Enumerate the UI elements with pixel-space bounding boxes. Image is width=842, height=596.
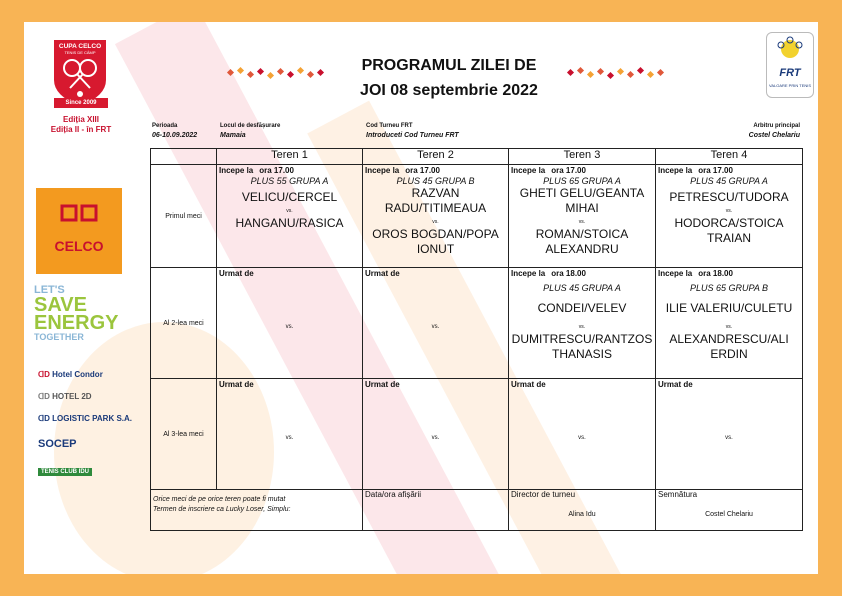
- footer-info: [151, 490, 363, 531]
- round-label: Al 3-lea meci: [151, 379, 217, 490]
- match-cell: [656, 379, 803, 490]
- player-2: ALEXANDRESCU/ALI ERDIN: [669, 332, 789, 361]
- cup-edition-2: Ediția II - în FRT: [50, 125, 112, 134]
- match-cell: [509, 379, 656, 490]
- frt-logo-sub: VALOARE PRIN TENIS: [768, 83, 812, 88]
- save-energy-1: LET'S: [34, 284, 65, 296]
- save-energy-3: ENERGY: [34, 312, 119, 334]
- program-sheet: [24, 22, 818, 574]
- vs-label: vs.: [578, 219, 586, 225]
- start-hour: ora 18.00: [698, 269, 733, 278]
- data-label: Data/ora afișării: [365, 490, 422, 499]
- locul-value: Mamaia: [220, 132, 246, 139]
- player-2: OROS BOGDAN/POPA IONUT: [372, 227, 499, 256]
- match-cell: [656, 165, 803, 268]
- round-label: Al 2-lea meci: [151, 268, 217, 379]
- perioada-label: Perioada: [152, 123, 178, 129]
- vs-label: vs.: [286, 208, 293, 214]
- save-energy-4: TOGETHER: [34, 332, 84, 342]
- player-1: ILIE VALERIU/CULETU: [665, 301, 793, 315]
- footer-row: [151, 490, 803, 531]
- vs-label: vs.: [431, 324, 440, 330]
- match-cell: [656, 268, 803, 379]
- start-label: Incepe la: [511, 269, 546, 278]
- footer-info-2: Termen de inscriere ca Lucky Loser, Simplu:: [153, 506, 291, 513]
- start-label: Incepe la: [511, 166, 546, 175]
- court-header: Teren 2: [363, 149, 509, 165]
- match-cell: [509, 268, 656, 379]
- court-header: Teren 4: [656, 149, 803, 165]
- start-hour: ora 17.00: [551, 166, 586, 175]
- vs-label: vs.: [725, 324, 733, 330]
- start-label: Incepe la: [658, 269, 693, 278]
- sponsor-tenis-club: TENIS CLUB IDU: [38, 468, 92, 476]
- sponsor-hotel-2d: [38, 392, 92, 401]
- vs-label: vs.: [431, 435, 440, 441]
- celco-mark-icon: [36, 188, 122, 238]
- celco-logo: [36, 188, 122, 274]
- dd-icon: ᗡD: [38, 392, 53, 401]
- data-cell: [363, 490, 509, 531]
- follow-label: Urmat de: [219, 269, 254, 278]
- round-row: [151, 379, 803, 490]
- schedule-table: [150, 148, 803, 531]
- start-label: Incepe la: [658, 166, 693, 175]
- cod-label: Cod Turneu FRT: [366, 123, 413, 129]
- match-cell: [363, 379, 509, 490]
- cup-edition-1: Ediția XIII: [62, 115, 99, 124]
- frt-logo: [766, 32, 814, 98]
- cup-logo-line1: CUPA CELCO: [58, 43, 102, 50]
- vs-label: vs.: [285, 324, 294, 330]
- dd-icon: ᗡD: [38, 370, 53, 379]
- vs-label: vs.: [578, 435, 586, 441]
- start-label: Incepe la: [365, 166, 400, 175]
- cod-value: Introduceti Cod Turneu FRT: [366, 132, 459, 139]
- start-label: Incepe la: [219, 166, 254, 175]
- player-1: VELICU/CERCEL: [241, 190, 338, 204]
- locul-label: Locul de desfășurare: [220, 123, 281, 129]
- match-cell: [217, 268, 363, 379]
- decorative-pattern-left: [224, 64, 334, 84]
- arbitru-value: Costel Chelariu: [748, 132, 800, 139]
- player-1: PETRESCU/TUDORA: [669, 190, 789, 204]
- player-2: DUMITRESCU/RANTZOS THANASIS: [511, 332, 653, 361]
- director-label: Director de turneu: [511, 490, 576, 499]
- cup-edition: [44, 115, 118, 135]
- start-hour: ora 17.00: [405, 166, 440, 175]
- follow-label: Urmat de: [511, 380, 546, 389]
- vs-label: vs.: [432, 219, 439, 225]
- page-title: [324, 53, 574, 103]
- semnatura-label: Semnătura: [658, 490, 698, 499]
- title-line-2: JOI 08 septembrie 2022: [360, 82, 538, 99]
- save-energy-2: SAVE: [34, 294, 87, 316]
- player-2: ROMAN/STOICA ALEXANDRU: [535, 227, 629, 256]
- vs-label: vs.: [725, 208, 733, 214]
- sponsor-logistic: [38, 414, 132, 423]
- vs-label: vs.: [285, 435, 294, 441]
- match-group: PLUS 45 GRUPA A: [543, 283, 621, 293]
- title-line-1: PROGRAMUL ZILEI DE: [361, 57, 537, 74]
- follow-label: Urmat de: [219, 380, 254, 389]
- semnatura-name: Costel Chelariu: [705, 511, 753, 518]
- header-row: [151, 149, 803, 165]
- player-2: HANGANU/RASICA: [235, 216, 344, 230]
- decorative-pattern-right: [564, 64, 674, 84]
- player-1: RAZVAN RADU/TITIMEAUA: [384, 186, 487, 215]
- sponsor-logistic-text: LOGISTIC PARK S.A.: [52, 414, 132, 423]
- start-hour: ora 18.00: [551, 269, 586, 278]
- match-group: PLUS 65 GRUPA A: [543, 176, 621, 186]
- player-1: CONDEI/VELEV: [537, 301, 627, 315]
- match-cell: [217, 165, 363, 268]
- player-1: GHETI GELU/GEANTA MIHAI: [519, 186, 645, 215]
- match-group: PLUS 45 GRUPA A: [690, 176, 768, 186]
- vs-label: vs.: [578, 324, 586, 330]
- sponsor-hotel-condor: [38, 370, 103, 379]
- follow-label: Urmat de: [658, 380, 693, 389]
- player-2: HODORCA/STOICA TRAIAN: [674, 216, 784, 245]
- cup-since-ribbon: Since 2009: [54, 98, 108, 108]
- round-label: Primul meci: [151, 165, 217, 268]
- sponsor-socep: SOCEP: [38, 438, 77, 450]
- match-cell: [363, 268, 509, 379]
- vs-label: vs.: [725, 435, 733, 441]
- sponsor-hotel-condor-text: Hotel Condor: [52, 370, 103, 379]
- follow-label: Urmat de: [365, 269, 400, 278]
- start-hour: ora 17.00: [698, 166, 733, 175]
- start-hour: ora 17.00: [259, 166, 294, 175]
- frt-ball-icon: [767, 33, 813, 67]
- perioada-value: 06-10.09.2022: [152, 132, 198, 139]
- round-row: [151, 268, 803, 379]
- semnatura-cell: [656, 490, 803, 531]
- director-name: Alina Idu: [568, 511, 596, 518]
- round-row: [151, 165, 803, 268]
- match-cell: [363, 165, 509, 268]
- footer-info-1: Orice meci de pe orice teren poate fi mutat: [153, 496, 286, 503]
- cup-logo-line2: TENIS DE CÂMP: [64, 50, 96, 55]
- dd-icon: ᗡD: [38, 414, 53, 423]
- match-cell: [217, 379, 363, 490]
- court-header: Teren 1: [217, 149, 363, 165]
- save-energy-logo: [34, 284, 134, 342]
- match-group: PLUS 65 GRUPA B: [689, 283, 769, 293]
- frt-logo-text: FRT: [779, 67, 801, 79]
- match-cell: [509, 165, 656, 268]
- arbitru-label: Arbitru principal: [753, 123, 800, 129]
- match-group: PLUS 45 GRUPA B: [396, 176, 475, 186]
- celco-name: CELCO: [54, 238, 104, 254]
- corner-cell: [151, 149, 217, 165]
- director-cell: [509, 490, 656, 531]
- court-header: Teren 3: [509, 149, 656, 165]
- follow-label: Urmat de: [365, 380, 400, 389]
- match-group: PLUS 55 GRUPA A: [250, 176, 329, 186]
- sponsor-hotel-2d-text: HOTEL 2D: [52, 392, 92, 401]
